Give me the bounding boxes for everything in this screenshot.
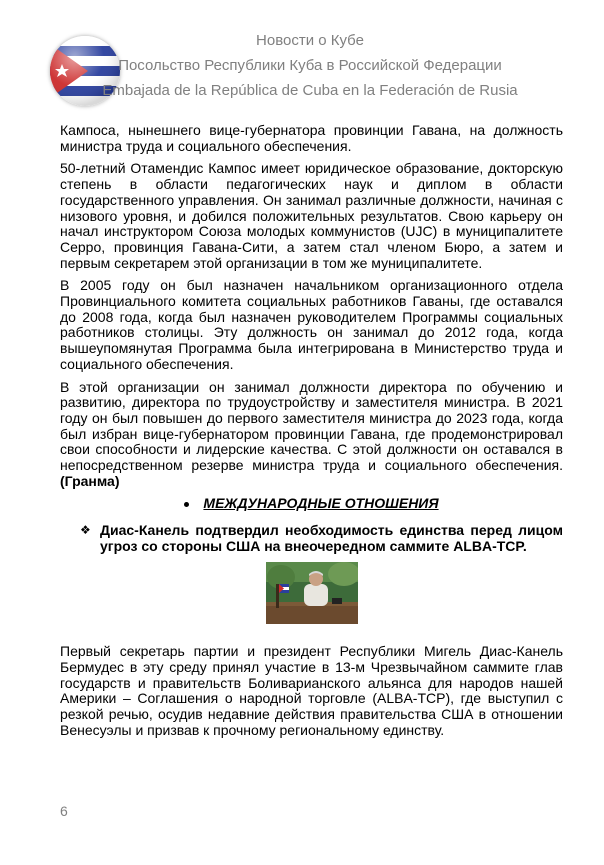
article-body <box>60 123 563 745</box>
news-headline <box>60 522 563 554</box>
paragraph: Кампоса, нынешнего вице-губернатора провинции Гавана, на должность министра труда и социального обеспечения. <box>60 122 563 154</box>
president-speaking-photo <box>266 562 358 624</box>
page-number: 6 <box>60 803 68 819</box>
headline-text: Диас-Канель подтвердил необходимость единства перед лицом угроз со стороны США на внеочередном саммите ALBA-TCP. <box>100 522 563 555</box>
header-title: Новости о Кубе <box>256 32 364 49</box>
paragraph: Первый секретарь партии и президент Республики Мигель Диас-Канель Бермудес в эту среду принял участие в 13-м Чрезвычайном саммите глав государств и правительств Боливарианского альянса для народов нашей Америки – Соглашения о народной торговле (ALBA-TCP), где выступил с резкой речью, осудив недавние действия правительства США в отношении Венесуэлы и призвав к прочному региональному единству. <box>60 643 563 738</box>
header-embassy-ru: Посольство Республики Куба в Российской Федерации <box>118 57 502 74</box>
page-header <box>0 0 604 110</box>
paragraph: В 2005 году он был назначен начальником организационного отдела Провинциального комитета социальных работников Гаваны, где оставался до 2008 года, когда был назначен руководителем Программы социальных работников столицы. Эту должность он занимал до 2012 года, когда вышеупомянутая Программа была интегрирована в Министерство труда и социального обеспечения. <box>60 277 563 372</box>
source-label: (Гранма) <box>60 472 120 489</box>
diamond-bullet-icon: ❖ <box>80 523 91 538</box>
paragraph: 50-летний Отамендис Кампос имеет юридическое образование, докторскую степень в области педагогических наук и диплом в области государственного управления. Он занимал различные должности, начиная с низового уровня, и добился положительных результатов. Свою карьеру он начал инструктором Союза молодых коммунистов (UJC) в муниципалитете Серро, провинция Гавана-Сити, а затем стал членом Бюро, а затем и первым секретарем этой организации в том же муниципалитете. <box>60 160 563 271</box>
paragraph-text: В этой организации он занимал должности директора по обучению и развитию, директора по трудоустройству и заместителя министра. В 2021 году он был повышен до первого заместителя министра до 2023 года, когда был избран вице-губернатором провинции Гавана, где продемонстрировал свои способности и лидерские качества. С этой должности он оставался в непосредственном резерве министра труда и социального обеспечения. <box>60 378 563 474</box>
section-title: МЕЖДУНАРОДНЫЕ ОТНОШЕНИЯ <box>203 495 439 512</box>
header-embassy-es: Embajada de la República de Cuba en la Federación de Rusia <box>102 82 518 99</box>
bullet-dot-icon <box>184 502 189 507</box>
section-heading <box>60 496 563 512</box>
paragraph <box>60 380 563 490</box>
